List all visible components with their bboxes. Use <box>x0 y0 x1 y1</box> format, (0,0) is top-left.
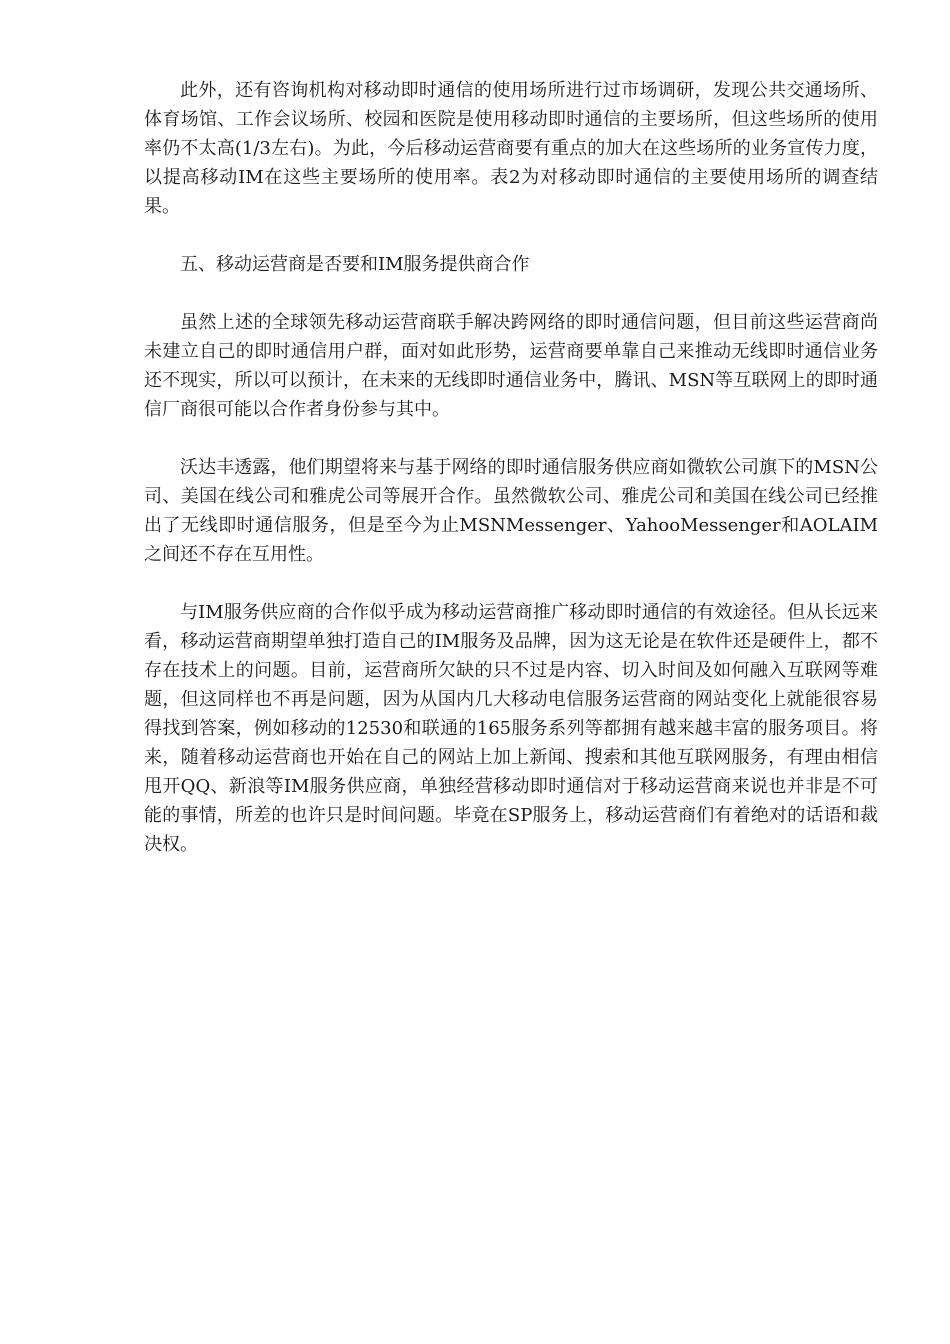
paragraph-operators-cooperation: 虽然上述的全球领先移动运营商联手解决跨网络的即时通信问题，但目前这些运营商尚未建立自己的即时通信用户群，面对如此形势，运营商要单靠自己来推动无线即时通信业务还不现实，所以可以预计，在未来的无线即时通信业务中，腾讯、MSN等互联网上的即时通信厂商很可能以合作者身份参与其中。 <box>144 312 878 420</box>
section-heading-cooperation: 五、移动运营商是否要和IM服务提供商合作 <box>180 254 530 275</box>
paragraph-vodafone: 沃达丰透露，他们期望将来与基于网络的即时通信服务供应商如微软公司旗下的MSN公司、美国在线公司和雅虎公司等展开合作。虽然微软公司、雅虎公司和美国在线公司已经推出了无线即时通信服务，但是至今为止MSNMessenger、YahooMessenger和AOLAIM之间还不存在互用性。 <box>144 457 878 565</box>
document-body <box>144 76 878 888</box>
paragraph-usage-venues: 此外，还有咨询机构对移动即时通信的使用场所进行过市场调研，发现公共交通场所、体育场馆、工作会议场所、校园和医院是使用移动即时通信的主要场所，但这些场所的使用率仍不太高(1/3左右)。为此，今后移动运营商要有重点的加大在这些场所的业务宣传力度，以提高移动IM在这些主要场所的使用率。表2为对移动即时通信的主要使用场所的调查结果。 <box>144 80 878 217</box>
paragraph-long-term-outlook: 与IM服务供应商的合作似乎成为移动运营商推广移动即时通信的有效途径。但从长远来看，移动运营商期望单独打造自己的IM服务及品牌，因为这无论是在软件还是硬件上，都不存在技术上的问题。目前，运营商所欠缺的只不过是内容、切入时间及如何融入互联网等难题，但这同样也不再是问题，因为从国内几大移动电信服务运营商的网站变化上就能很容易得找到答案，例如移动的12530和联通的165服务系列等都拥有越来越丰富的服务项目。将来，随着移动运营商也开始在自己的网站上加上新闻、搜索和其他互联网服务，有理由相信甩开QQ、新浪等IM服务供应商，单独经营移动即时通信对于移动运营商来说也并非是不可能的事情，所差的也许只是时间问题。毕竟在SP服务上，移动运营商们有着绝对的话语和裁决权。 <box>144 602 878 855</box>
